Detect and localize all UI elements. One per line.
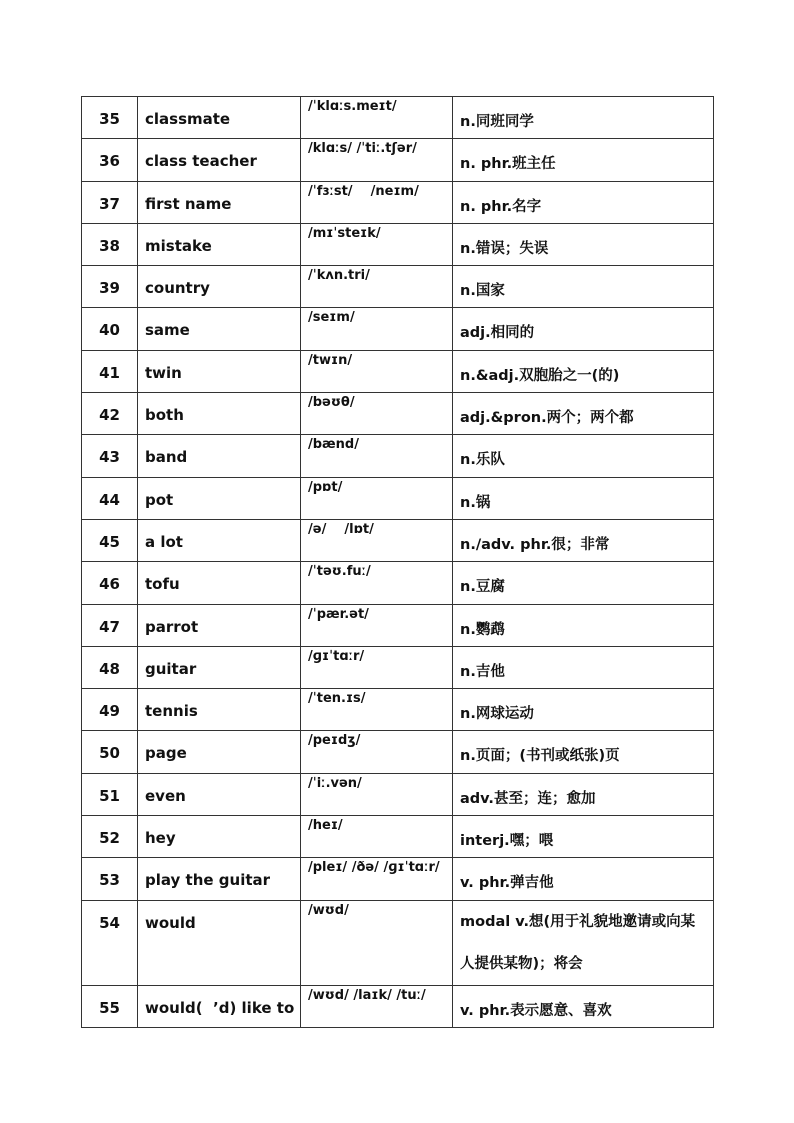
entry-phonetic: /ˈklɑːs.meɪt/ bbox=[301, 97, 453, 139]
entry-word: twin bbox=[138, 350, 301, 392]
table-row bbox=[82, 435, 714, 477]
entry-word: hey bbox=[138, 816, 301, 858]
table-row bbox=[82, 223, 714, 265]
entry-definition: n.吉他 bbox=[453, 646, 714, 688]
entry-definition: interj.嘿；喂 bbox=[453, 816, 714, 858]
entry-phonetic: /ɡɪˈtɑːr/ bbox=[301, 646, 453, 688]
table-row bbox=[82, 646, 714, 688]
table-row bbox=[82, 985, 714, 1027]
entry-number: 35 bbox=[82, 97, 138, 139]
entry-word: page bbox=[138, 731, 301, 773]
table-row bbox=[82, 604, 714, 646]
entry-phonetic: /ˈten.ɪs/ bbox=[301, 689, 453, 731]
entry-definition: v. phr.表示愿意、喜欢 bbox=[453, 985, 714, 1027]
entry-word: pot bbox=[138, 477, 301, 519]
entry-definition: n./adv. phr.很；非常 bbox=[453, 519, 714, 561]
table-row bbox=[82, 900, 714, 985]
table-row bbox=[82, 181, 714, 223]
table-row bbox=[82, 477, 714, 519]
entry-phonetic: /pleɪ/ /ðə/ /ɡɪˈtɑːr/ bbox=[301, 858, 453, 900]
entry-number: 51 bbox=[82, 773, 138, 815]
entry-number: 49 bbox=[82, 689, 138, 731]
entry-definition: n.国家 bbox=[453, 266, 714, 308]
entry-phonetic: /bænd/ bbox=[301, 435, 453, 477]
entry-definition: n.鹦鹉 bbox=[453, 604, 714, 646]
table-row bbox=[82, 858, 714, 900]
table-row bbox=[82, 731, 714, 773]
entry-phonetic: /bəʊθ/ bbox=[301, 393, 453, 435]
entry-number: 52 bbox=[82, 816, 138, 858]
entry-phonetic: /ə/ /lɒt/ bbox=[301, 519, 453, 561]
entry-number: 48 bbox=[82, 646, 138, 688]
entry-number: 37 bbox=[82, 181, 138, 223]
entry-number: 46 bbox=[82, 562, 138, 604]
table-row bbox=[82, 350, 714, 392]
entry-number: 53 bbox=[82, 858, 138, 900]
entry-definition: n.网球运动 bbox=[453, 689, 714, 731]
entry-word: class teacher bbox=[138, 139, 301, 181]
entry-number: 40 bbox=[82, 308, 138, 350]
table-row bbox=[82, 689, 714, 731]
entry-number: 45 bbox=[82, 519, 138, 561]
entry-definition: adj.相同的 bbox=[453, 308, 714, 350]
entry-number: 43 bbox=[82, 435, 138, 477]
table-row bbox=[82, 562, 714, 604]
entry-word: would( ’d) like to bbox=[138, 985, 301, 1027]
entry-number: 39 bbox=[82, 266, 138, 308]
entry-phonetic: /heɪ/ bbox=[301, 816, 453, 858]
entry-word: play the guitar bbox=[138, 858, 301, 900]
entry-number: 50 bbox=[82, 731, 138, 773]
entry-phonetic: /seɪm/ bbox=[301, 308, 453, 350]
entry-definition: n.豆腐 bbox=[453, 562, 714, 604]
entry-phonetic: /wʊd/ bbox=[301, 900, 453, 985]
table-row bbox=[82, 773, 714, 815]
entry-phonetic: /peɪdʒ/ bbox=[301, 731, 453, 773]
entry-word: would bbox=[138, 900, 301, 985]
entry-word: even bbox=[138, 773, 301, 815]
entry-number: 54 bbox=[82, 900, 138, 985]
entry-number: 38 bbox=[82, 223, 138, 265]
entry-phonetic: /ˈpær.ət/ bbox=[301, 604, 453, 646]
entry-phonetic: /ˈiː.vən/ bbox=[301, 773, 453, 815]
entry-word: band bbox=[138, 435, 301, 477]
entry-definition: n.&adj.双胞胎之一(的) bbox=[453, 350, 714, 392]
entry-definition: n.锅 bbox=[453, 477, 714, 519]
entry-phonetic: /ˈtəʊ.fuː/ bbox=[301, 562, 453, 604]
entry-definition: n.页面；(书刊或纸张)页 bbox=[453, 731, 714, 773]
table-row bbox=[82, 519, 714, 561]
entry-phonetic: /ˈkʌn.tri/ bbox=[301, 266, 453, 308]
entry-phonetic: /klɑːs/ /ˈtiː.tʃər/ bbox=[301, 139, 453, 181]
table-row bbox=[82, 139, 714, 181]
entry-phonetic: /twɪn/ bbox=[301, 350, 453, 392]
entry-phonetic: /ˈfɜːst/ /neɪm/ bbox=[301, 181, 453, 223]
entry-definition: n.错误；失误 bbox=[453, 223, 714, 265]
entry-word: same bbox=[138, 308, 301, 350]
entry-word: first name bbox=[138, 181, 301, 223]
entry-phonetic: /wʊd/ /laɪk/ /tuː/ bbox=[301, 985, 453, 1027]
entry-number: 42 bbox=[82, 393, 138, 435]
table-row bbox=[82, 97, 714, 139]
entry-definition: adv.甚至；连；愈加 bbox=[453, 773, 714, 815]
vocabulary-table bbox=[81, 96, 714, 1028]
entry-word: tennis bbox=[138, 689, 301, 731]
entry-number: 55 bbox=[82, 985, 138, 1027]
table-row bbox=[82, 308, 714, 350]
table-row bbox=[82, 393, 714, 435]
entry-number: 44 bbox=[82, 477, 138, 519]
entry-definition: n. phr.班主任 bbox=[453, 139, 714, 181]
entry-definition: modal v.想(用于礼貌地邀请或向某人提供某物)；将会 bbox=[453, 900, 714, 985]
entry-word: a lot bbox=[138, 519, 301, 561]
entry-number: 41 bbox=[82, 350, 138, 392]
entry-definition: n.同班同学 bbox=[453, 97, 714, 139]
entry-word: both bbox=[138, 393, 301, 435]
entry-number: 47 bbox=[82, 604, 138, 646]
entry-definition: n. phr.名字 bbox=[453, 181, 714, 223]
table-row bbox=[82, 266, 714, 308]
entry-phonetic: /pɒt/ bbox=[301, 477, 453, 519]
entry-definition: adj.&pron.两个；两个都 bbox=[453, 393, 714, 435]
entry-word: classmate bbox=[138, 97, 301, 139]
table-row bbox=[82, 816, 714, 858]
entry-word: mistake bbox=[138, 223, 301, 265]
entry-definition: n.乐队 bbox=[453, 435, 714, 477]
entry-word: country bbox=[138, 266, 301, 308]
entry-word: parrot bbox=[138, 604, 301, 646]
entry-word: tofu bbox=[138, 562, 301, 604]
entry-word: guitar bbox=[138, 646, 301, 688]
entry-number: 36 bbox=[82, 139, 138, 181]
entry-phonetic: /mɪˈsteɪk/ bbox=[301, 223, 453, 265]
entry-definition: v. phr.弹吉他 bbox=[453, 858, 714, 900]
